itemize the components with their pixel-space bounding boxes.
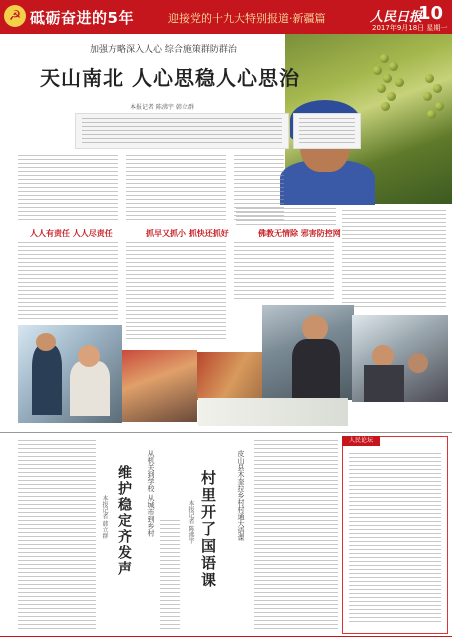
footer-rule [0,636,452,637]
photo-market-scene [352,315,448,402]
photo-police-officer [18,325,122,423]
lead-paragraph-box [75,113,289,149]
section-head-1: 人人有责任 人人尽责任 [30,229,113,238]
body-text-column [234,242,334,300]
lead-paragraph-box-2 [293,113,361,149]
section-head-3: 佛教无情除 邪害防控网 [258,229,341,238]
lower-left-byline: 本报记者 韩立群 [101,495,108,539]
commentary-box [342,436,448,634]
lower-right-title: 村里开了国语课 [199,470,217,589]
series-title: 砥砺奋进的5年 [30,9,134,27]
lower-left-title: 维护稳定齐发声 [116,465,132,577]
series-subtitle: 迎接党的十九大特别报道·新疆篇 [168,12,326,25]
dateline: 2017年9月18日 星期一 [372,24,448,32]
photo-cotton-field [198,398,348,426]
photo-caption-text [342,210,446,310]
body-text-column [18,242,118,320]
lower-left-kicker: 从机关到学校 从城市到乡村 [147,450,155,537]
commentary-tag: 人民论坛 [342,436,380,446]
photo-villagers-gathering [122,350,197,422]
section-divider [0,432,452,433]
newspaper-logo: 人民日报 [370,10,423,25]
body-text-column [18,155,118,223]
section-head-2: 抓早又抓小 抓快还抓好 [146,229,229,238]
party-emblem-icon: ☭ [4,5,26,27]
body-text-column [236,208,336,226]
page-number: 10 [418,3,444,24]
photo-cotton-inspection [262,305,354,400]
story-headline: 天山南北 人心思稳人心思治 [40,66,300,90]
body-text-column [160,520,180,630]
story-kicker: 加强方略深入人心 综合施策群防群治 [90,45,237,55]
body-text-column [126,155,226,223]
body-text-column [126,242,226,342]
body-text-column [18,440,96,630]
lower-right-byline: 本报记者 陈沸宇 [187,500,194,544]
body-text-column [254,440,338,630]
lower-right-kicker: 皮山县木奎拉乡村村通大语课 [237,450,245,541]
story-byline: 本报记者 陈沸宇 韩立群 [130,104,194,111]
